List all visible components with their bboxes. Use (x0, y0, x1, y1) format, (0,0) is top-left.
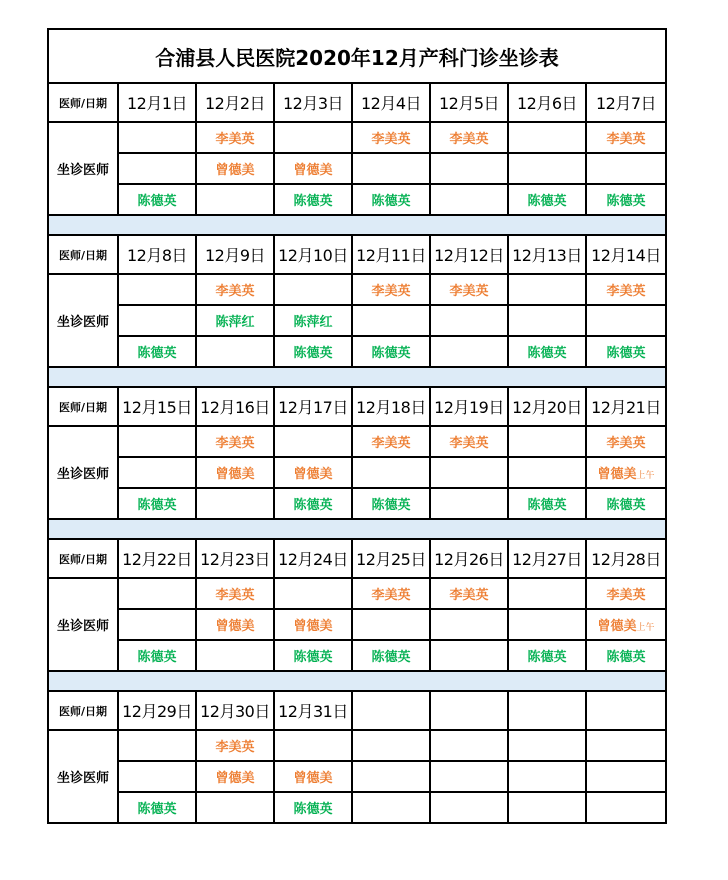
doctor-cell (586, 640, 666, 671)
doctor-name: 陈德英 (371, 650, 411, 665)
doctor-name: 陈德英 (293, 498, 333, 513)
doctor-cell (586, 122, 666, 153)
date-cell (508, 691, 586, 730)
doctor-name: 李美英 (371, 436, 411, 451)
date-cell: 12月16日 (196, 387, 274, 426)
doctor-cell (352, 457, 430, 488)
doctor-cell (430, 488, 508, 519)
date-cell: 12月1日 (118, 83, 196, 122)
doctor-cell (352, 153, 430, 184)
doctor-cell (508, 730, 586, 761)
side-label: 坐诊医师 (48, 730, 118, 823)
doctor-name: 曾德美 (293, 619, 333, 634)
doctor-name: 陈德英 (527, 498, 567, 513)
date-cell: 12月2日 (196, 83, 274, 122)
doctor-row (48, 609, 666, 640)
doctor-cell (586, 184, 666, 215)
doctor-cell (586, 153, 666, 184)
doctor-cell (196, 730, 274, 761)
date-cell: 12月13日 (508, 235, 586, 274)
doctor-cell (586, 730, 666, 761)
doctor-cell (352, 122, 430, 153)
doctor-cell (118, 578, 196, 609)
doctor-name: 李美英 (606, 132, 646, 147)
doctor-cell (586, 305, 666, 336)
doctor-name: 陈德英 (137, 498, 177, 513)
doctor-cell (118, 457, 196, 488)
week-separator (48, 367, 666, 387)
date-cell: 12月11日 (352, 235, 430, 274)
header-label: 医师/日期 (48, 83, 118, 122)
date-cell: 12月29日 (118, 691, 196, 730)
doctor-row (48, 336, 666, 367)
side-label: 坐诊医师 (48, 426, 118, 519)
side-label: 坐诊医师 (48, 274, 118, 367)
doctor-name: 李美英 (371, 284, 411, 299)
doctor-cell (118, 122, 196, 153)
week-separator (48, 519, 666, 539)
doctor-cell (274, 184, 352, 215)
doctor-cell (274, 457, 352, 488)
doctor-cell (352, 761, 430, 792)
date-row (48, 83, 666, 122)
doctor-cell (274, 488, 352, 519)
doctor-cell (196, 274, 274, 305)
doctor-name: 曾德美 (215, 619, 255, 634)
doctor-cell (196, 153, 274, 184)
date-row (48, 235, 666, 274)
date-cell: 12月22日 (118, 539, 196, 578)
doctor-cell (274, 305, 352, 336)
date-cell (586, 691, 666, 730)
date-cell: 12月25日 (352, 539, 430, 578)
doctor-cell (508, 153, 586, 184)
doctor-cell (586, 274, 666, 305)
doctor-cell (118, 305, 196, 336)
doctor-name: 陈德英 (606, 498, 646, 513)
doctor-cell (430, 640, 508, 671)
doctor-cell (196, 457, 274, 488)
week-separator (48, 671, 666, 691)
date-cell: 12月6日 (508, 83, 586, 122)
doctor-name: 李美英 (215, 436, 255, 451)
date-cell: 12月5日 (430, 83, 508, 122)
doctor-name: 曾德美 (597, 467, 637, 482)
doctor-row (48, 761, 666, 792)
date-cell: 12月30日 (196, 691, 274, 730)
doctor-cell (274, 336, 352, 367)
doctor-cell (586, 426, 666, 457)
doctor-cell (352, 336, 430, 367)
date-cell: 12月12日 (430, 235, 508, 274)
doctor-cell (274, 578, 352, 609)
doctor-cell (508, 122, 586, 153)
date-cell: 12月24日 (274, 539, 352, 578)
doctor-cell (352, 426, 430, 457)
doctor-cell (274, 640, 352, 671)
doctor-cell (118, 761, 196, 792)
doctor-cell (196, 184, 274, 215)
doctor-cell (430, 730, 508, 761)
doctor-cell (196, 578, 274, 609)
doctor-cell (430, 184, 508, 215)
doctor-name: 陈德英 (137, 194, 177, 209)
doctor-name: 曾德美 (215, 163, 255, 178)
doctor-cell (430, 609, 508, 640)
doctor-cell (196, 305, 274, 336)
doctor-name: 李美英 (606, 588, 646, 603)
doctor-cell (118, 184, 196, 215)
doctor-cell (508, 274, 586, 305)
doctor-cell (196, 336, 274, 367)
date-cell (352, 691, 430, 730)
doctor-cell (352, 305, 430, 336)
doctor-name: 陈德英 (371, 346, 411, 361)
date-cell: 12月8日 (118, 235, 196, 274)
doctor-row (48, 730, 666, 761)
header-label: 医师/日期 (48, 691, 118, 730)
date-cell: 12月15日 (118, 387, 196, 426)
separator-band (48, 519, 666, 539)
date-cell: 12月20日 (508, 387, 586, 426)
header-label: 医师/日期 (48, 539, 118, 578)
doctor-cell (196, 488, 274, 519)
date-cell: 12月26日 (430, 539, 508, 578)
separator-band (48, 215, 666, 235)
doctor-name: 陈德英 (293, 802, 333, 817)
doctor-cell (430, 761, 508, 792)
doctor-name: 陈德英 (527, 650, 567, 665)
doctor-cell (430, 457, 508, 488)
date-cell: 12月18日 (352, 387, 430, 426)
doctor-cell (274, 274, 352, 305)
doctor-name: 曾德美 (597, 619, 637, 634)
doctor-cell (196, 761, 274, 792)
doctor-name: 陈德英 (293, 194, 333, 209)
doctor-cell (586, 578, 666, 609)
doctor-name: 曾德美 (215, 771, 255, 786)
doctor-cell (430, 274, 508, 305)
shift-note: 上午 (636, 471, 655, 481)
doctor-cell (196, 640, 274, 671)
doctor-name: 陈德英 (527, 194, 567, 209)
doctor-cell (118, 792, 196, 823)
doctor-cell (430, 578, 508, 609)
doctor-name: 陈德英 (606, 650, 646, 665)
doctor-cell (196, 609, 274, 640)
date-cell: 12月3日 (274, 83, 352, 122)
date-cell: 12月19日 (430, 387, 508, 426)
date-row (48, 387, 666, 426)
doctor-cell (508, 426, 586, 457)
doctor-cell (430, 426, 508, 457)
doctor-row (48, 488, 666, 519)
doctor-name: 陈德英 (137, 346, 177, 361)
separator-band (48, 671, 666, 691)
side-label: 坐诊医师 (48, 578, 118, 671)
doctor-cell (118, 153, 196, 184)
doctor-cell (352, 578, 430, 609)
doctor-cell (508, 184, 586, 215)
doctor-cell (118, 640, 196, 671)
doctor-cell (274, 153, 352, 184)
date-cell: 12月17日 (274, 387, 352, 426)
separator-band (48, 367, 666, 387)
date-cell: 12月14日 (586, 235, 666, 274)
doctor-cell (118, 336, 196, 367)
doctor-name: 陈德英 (137, 802, 177, 817)
doctor-cell (508, 609, 586, 640)
doctor-name: 李美英 (215, 588, 255, 603)
doctor-cell (586, 336, 666, 367)
doctor-cell (586, 457, 666, 488)
doctor-name: 李美英 (371, 132, 411, 147)
date-row (48, 539, 666, 578)
doctor-cell (508, 640, 586, 671)
doctor-name: 曾德美 (293, 771, 333, 786)
date-cell: 12月4日 (352, 83, 430, 122)
week-separator (48, 215, 666, 235)
side-label: 坐诊医师 (48, 122, 118, 215)
doctor-name: 李美英 (449, 284, 489, 299)
doctor-cell (352, 609, 430, 640)
doctor-name: 李美英 (606, 436, 646, 451)
doctor-name: 李美英 (215, 740, 255, 755)
doctor-name: 李美英 (215, 284, 255, 299)
doctor-cell (274, 761, 352, 792)
doctor-name: 曾德美 (293, 467, 333, 482)
doctor-row (48, 640, 666, 671)
doctor-name: 陈萍红 (293, 315, 333, 330)
doctor-cell (430, 792, 508, 823)
doctor-name: 李美英 (449, 132, 489, 147)
doctor-name: 陈德英 (293, 346, 333, 361)
date-cell: 12月28日 (586, 539, 666, 578)
doctor-cell (196, 426, 274, 457)
doctor-cell (586, 792, 666, 823)
doctor-cell (508, 488, 586, 519)
doctor-cell (118, 730, 196, 761)
doctor-cell (274, 426, 352, 457)
doctor-cell (430, 122, 508, 153)
doctor-cell (508, 305, 586, 336)
page-title: 合浦县人民医院2020年12月产科门诊坐诊表 (48, 29, 666, 83)
doctor-cell (118, 426, 196, 457)
doctor-cell (196, 122, 274, 153)
doctor-name: 陈德英 (137, 650, 177, 665)
doctor-name: 陈德英 (371, 498, 411, 513)
doctor-name: 曾德美 (293, 163, 333, 178)
doctor-name: 曾德美 (215, 467, 255, 482)
header-label: 医师/日期 (48, 235, 118, 274)
date-row (48, 691, 666, 730)
shift-note: 上午 (636, 623, 655, 633)
doctor-cell (508, 336, 586, 367)
doctor-cell (586, 761, 666, 792)
doctor-row (48, 184, 666, 215)
doctor-row (48, 122, 666, 153)
date-cell: 12月21日 (586, 387, 666, 426)
date-cell: 12月31日 (274, 691, 352, 730)
doctor-row (48, 792, 666, 823)
doctor-name: 李美英 (449, 436, 489, 451)
doctor-name: 陈德英 (371, 194, 411, 209)
date-cell: 12月7日 (586, 83, 666, 122)
date-cell: 12月27日 (508, 539, 586, 578)
doctor-cell (352, 184, 430, 215)
date-cell: 12月23日 (196, 539, 274, 578)
date-cell: 12月10日 (274, 235, 352, 274)
doctor-row (48, 457, 666, 488)
doctor-name: 陈萍红 (215, 315, 255, 330)
doctor-cell (118, 609, 196, 640)
doctor-cell (508, 761, 586, 792)
doctor-name: 陈德英 (527, 346, 567, 361)
doctor-name: 陈德英 (606, 194, 646, 209)
doctor-name: 李美英 (606, 284, 646, 299)
doctor-name: 陈德英 (293, 650, 333, 665)
doctor-name: 李美英 (371, 588, 411, 603)
doctor-cell (508, 578, 586, 609)
schedule-table (47, 28, 667, 824)
doctor-name: 李美英 (215, 132, 255, 147)
doctor-cell (196, 792, 274, 823)
doctor-row (48, 274, 666, 305)
doctor-cell (586, 488, 666, 519)
doctor-row (48, 426, 666, 457)
doctor-cell (430, 336, 508, 367)
date-cell (430, 691, 508, 730)
doctor-name: 李美英 (449, 588, 489, 603)
doctor-cell (274, 609, 352, 640)
doctor-cell (118, 274, 196, 305)
doctor-cell (274, 122, 352, 153)
doctor-cell (586, 609, 666, 640)
doctor-cell (352, 792, 430, 823)
doctor-cell (118, 488, 196, 519)
doctor-cell (352, 274, 430, 305)
doctor-row (48, 153, 666, 184)
doctor-cell (352, 640, 430, 671)
doctor-cell (508, 792, 586, 823)
doctor-cell (430, 305, 508, 336)
doctor-cell (352, 730, 430, 761)
doctor-cell (274, 730, 352, 761)
doctor-cell (508, 457, 586, 488)
date-cell: 12月9日 (196, 235, 274, 274)
doctor-cell (274, 792, 352, 823)
header-label: 医师/日期 (48, 387, 118, 426)
doctor-cell (430, 153, 508, 184)
doctor-row (48, 305, 666, 336)
doctor-name: 陈德英 (606, 346, 646, 361)
doctor-cell (352, 488, 430, 519)
doctor-row (48, 578, 666, 609)
